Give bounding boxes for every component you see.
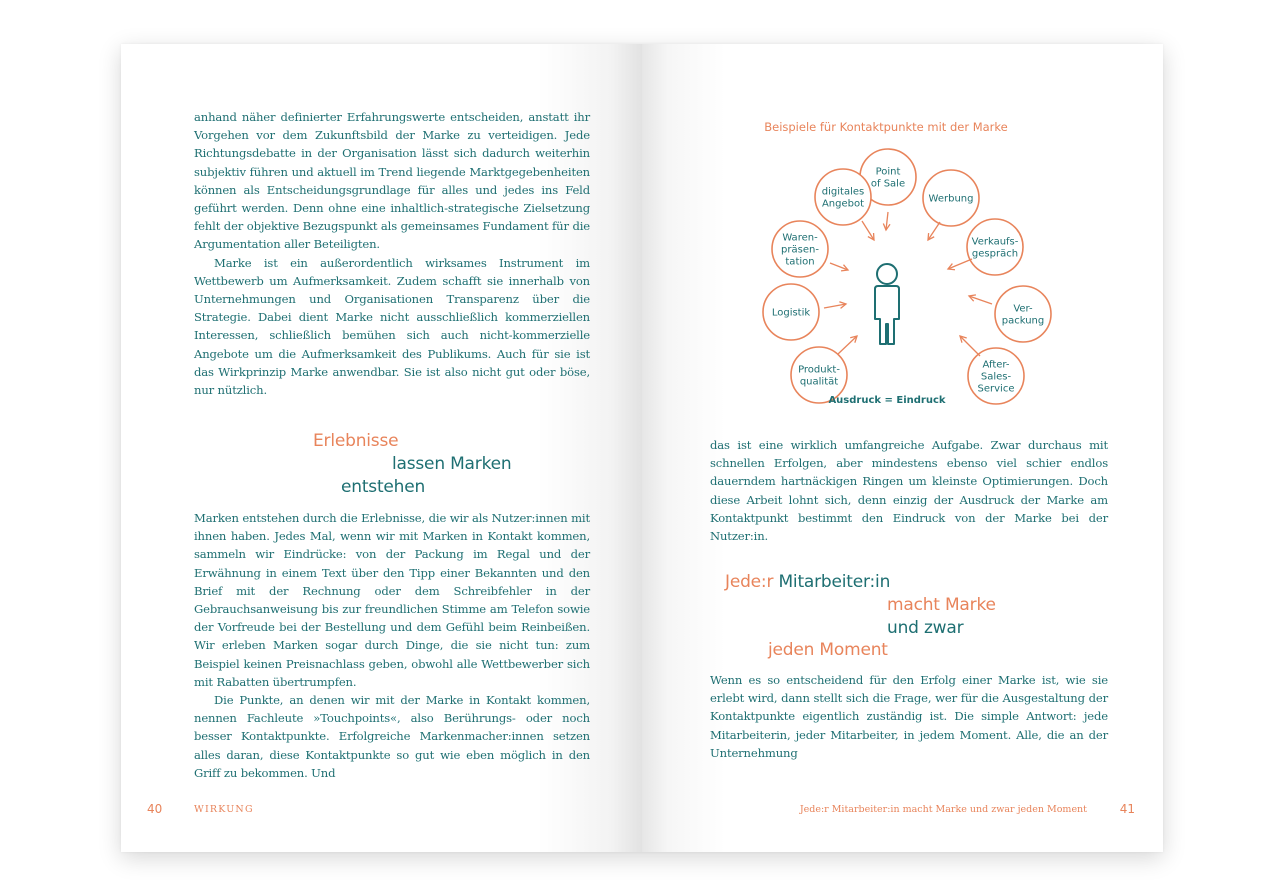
node-label: gespräch xyxy=(971,248,1019,260)
node-label: of Sale xyxy=(870,178,906,190)
right-page xyxy=(642,44,1163,852)
touchpoint-node xyxy=(969,286,1051,342)
heading-line-1 xyxy=(725,571,890,594)
touchpoint-node xyxy=(948,219,1023,275)
paragraph: Wenn es so entscheidend für den Erfolg einer Marke ist, wie sie erlebt wird, dann stellt sich die Frage, wer für die Ausgestaltung der Kontaktpunkte eigentlich zuständig ist. Die simple Antwort: jede Mitarbeiterin, jeder Mitarbeiter, in jedem Moment. Alle, die an der Unternehmung xyxy=(710,673,1108,760)
running-head: Jede:r Mitarbeiter:in macht Marke und zwar jeden Moment xyxy=(799,804,1087,815)
paragraph: Die Punkte, an denen wir mit der Marke in Kontakt kommen, nennen Fachleute »Touchpoints«, also Berührungs- oder noch besser Kontaktpunkte. Erfolgreiche Markenmacher:innen setzen alles daran, diese Kontaktpunkte so gut wie eben möglich in den Griff zu bekommen. Und xyxy=(194,693,590,780)
heading-word-jede: Jede:r xyxy=(725,572,774,592)
node-label: Werbung xyxy=(928,193,974,205)
touchpoint-node xyxy=(772,221,848,277)
node-label: Sales- xyxy=(980,371,1012,383)
heading-line-2: lassen Marken xyxy=(392,454,512,474)
heading-line-2: macht Marke xyxy=(887,595,996,615)
node-label: Waren- xyxy=(782,232,818,244)
running-head: WIRKUNG xyxy=(194,804,254,815)
node-label: Ver- xyxy=(1013,303,1033,315)
node-label: präsen- xyxy=(781,244,819,256)
heading-line-3: entstehen xyxy=(341,477,426,497)
node-label: tation xyxy=(785,256,815,268)
left-text-top xyxy=(194,108,590,399)
book-spread xyxy=(121,44,1163,852)
touchpoint-node xyxy=(960,336,1024,404)
arrow-line xyxy=(960,336,980,356)
node-label: Verkaufs- xyxy=(971,236,1019,248)
left-page xyxy=(121,44,642,852)
paragraph: anhand näher definierter Erfahrungswerte entscheiden, anstatt ihr Vorgehen vor dem Zukunftsbild der Marke zu verteidigen. Jede Richtungsdebatte in der Organisation lässt sich dadurch weiterhin subjektiv führen und aktuell im Trend liegende Marktgegebenheiten können als Entscheidungsgrundlage für alles und jedes ins Feld geführt werden. Denn ohne eine inhaltlich-strategische Zielsetzung fehlt der objektive Bezugspunkt als gemeinsames Fundament für die Argumentation aller Beteiligten. xyxy=(194,110,590,252)
node-label: qualität xyxy=(799,376,839,388)
node-label: Service xyxy=(977,383,1015,395)
heading-line-1: Erlebnisse xyxy=(313,431,399,451)
paragraph: Marke ist ein außerordentlich wirksames Instrument im Wettbewerb um Aufmerksamkeit. Zudem schafft sie innerhalb von Unternehmungen und Organisationen Transparenz über die Strategie. Dabei dient Marke nicht ausschließlich kommerziellen Interessen, schließlich bemühen sich auch nicht-kommerzielle Angebote um die Aufmerksamkeit des Publikums. Auch für sie ist das Wirkprinzip Marke anwendbar. Sie ist also nicht gut oder böse, nur nützlich. xyxy=(194,255,590,398)
node-label: Point xyxy=(875,166,901,178)
touchpoint-node xyxy=(763,284,846,340)
diagram-title: Beispiele für Kontaktpunkte mit der Marke xyxy=(764,120,1008,134)
right-text-top xyxy=(710,436,1108,545)
node-label: Angebot xyxy=(821,198,865,210)
touchpoint-node xyxy=(791,336,857,403)
page-number: 41 xyxy=(1119,802,1135,816)
node-label: Logistik xyxy=(771,307,811,319)
heading-line-3: und zwar xyxy=(887,618,964,638)
person-icon xyxy=(875,264,899,344)
touchpoint-diagram xyxy=(642,44,1163,424)
paragraph: Marken entstehen durch die Erlebnisse, die wir als Nutzer:innen mit ihnen haben. Jedes Mal, wenn wir mit Marken in Kontakt kommen, sammeln wir Eindrücke: von der Packung im Regal und der Erwähnung in einem Text über den Tipp einer Bekannten und den Brief mit der Rechnung oder dem Schreibfehler in der Gebrauchsanweisung bis zur freundlichen Stimme am Telefon sowie der Vorfreude bei der Bestellung und dem Gefühl beim Reinbeißen. Wir erleben Marken sogar durch Dinge, die sie nicht tun: zum Beispiel keinen Preisnachlass geben, obwohl alle Wettbewerber sich mit Rabatten übertrumpfen. xyxy=(194,511,590,689)
node-label: packung xyxy=(1001,315,1045,327)
node-label: digitales xyxy=(821,186,865,198)
node-label: After- xyxy=(982,359,1010,371)
left-text-bottom xyxy=(194,509,590,782)
paragraph: das ist eine wirklich umfangreiche Aufgabe. Zwar durchaus mit schnellen Erfolgen, aber mindestens ebenso viel schier endlos dauerndem hartnäckigen Ringen um kleinste Optimierungen. Doch diese Arbeit lohnt sich, denn einzig der Ausdruck der Marke am Kontaktpunkt bestimmt den Eindruck von der Marke bei der Nutzer:in. xyxy=(710,438,1108,544)
diagram-caption: Ausdruck = Eindruck xyxy=(828,395,946,406)
touchpoint-node xyxy=(923,170,979,240)
arrow-line xyxy=(838,336,857,354)
node-label: Produkt- xyxy=(798,364,840,376)
heading-word-mitarbeiter: Mitarbeiter:in xyxy=(778,572,891,592)
heading-line-4: jeden Moment xyxy=(768,640,888,660)
touchpoint-node xyxy=(815,169,874,240)
page-number: 40 xyxy=(147,802,163,816)
diagram-nodes xyxy=(763,149,1051,404)
right-text-bottom xyxy=(710,671,1108,762)
